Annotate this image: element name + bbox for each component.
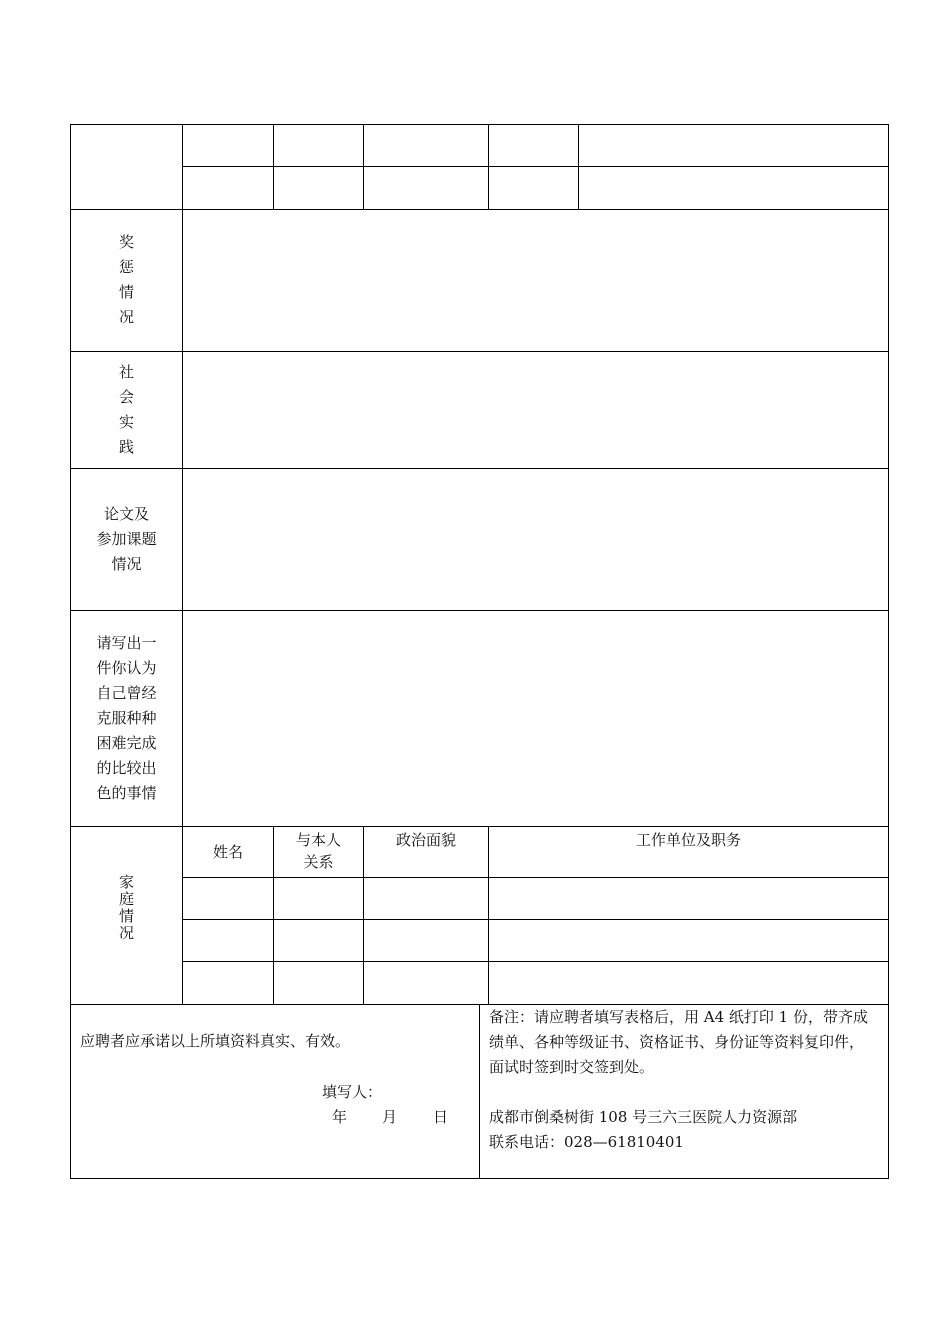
family-row-3-name[interactable] (183, 962, 273, 1004)
top-field-r2c2[interactable] (274, 167, 363, 209)
family-row-2-name[interactable] (183, 920, 273, 961)
social-practice-label: 社 会 实 践 (118, 363, 134, 456)
family-row-1-name[interactable] (183, 878, 273, 919)
top-field-r1c1[interactable] (183, 125, 273, 166)
top-field-r1c5[interactable] (579, 125, 888, 166)
family-row-2-work[interactable] (489, 920, 888, 961)
family-row-3-political[interactable] (364, 962, 488, 1004)
achievement-field[interactable] (183, 611, 888, 826)
contact-address: 成都市倒桑树街 108 号三六三医院人力资源部 (489, 1108, 798, 1126)
top-field-r1c4[interactable] (489, 125, 578, 166)
top-field-r2c5[interactable] (579, 167, 888, 209)
date-day: 日 (433, 1108, 449, 1126)
relation-line-2: 关系 (303, 853, 334, 871)
papers-label: 论文及 参加课题 情况 (96, 505, 157, 573)
remark-line-1: 备注：请应聘者填写表格后，用 A4 纸打印 1 份，带齐成 (489, 1008, 868, 1026)
family-header-political: 政治面貌 (395, 831, 456, 849)
family-row-1-work[interactable] (489, 878, 888, 919)
family-row-2-political[interactable] (364, 920, 488, 961)
commitment-statement: 应聘者应承诺以上所填资料真实、有效。 (80, 1032, 351, 1050)
remark-line-2: 绩单、各种等级证书、资格证书、身份证等资料复印件， (489, 1033, 865, 1051)
family-row-3-relation[interactable] (274, 962, 363, 1004)
row-sep-5 (70, 826, 889, 827)
awards-label: 奖 惩 情 况 (118, 233, 134, 326)
bottom-divider (479, 1004, 480, 1179)
top-field-r2c3[interactable] (364, 167, 488, 209)
achievement-label: 请写出一 件你认为 自己曾经 克服种种 困难完成 的比较出 色的事情 (96, 634, 157, 802)
contact-phone: 联系电话：028—61810401 (489, 1133, 684, 1151)
family-row-3-work[interactable] (489, 962, 888, 1004)
top-field-r2c1[interactable] (183, 167, 273, 209)
social-practice-field[interactable] (183, 352, 888, 468)
border-right (888, 124, 889, 1179)
top-field-r1c3[interactable] (364, 125, 488, 166)
top-field-r2c4[interactable] (489, 167, 578, 209)
family-label: 家 庭 情 况 (118, 873, 134, 942)
family-row-1-relation[interactable] (274, 878, 363, 919)
signer-label: 填写人： (322, 1083, 383, 1101)
date-month: 月 (382, 1108, 398, 1126)
date-year: 年 (332, 1108, 348, 1126)
family-row-2-relation[interactable] (274, 920, 363, 961)
papers-field[interactable] (183, 469, 888, 610)
top-field-r1c2[interactable] (274, 125, 363, 166)
family-header-name: 姓名 (212, 843, 243, 861)
remark-line-3: 面试时签到时交签到处。 (489, 1058, 655, 1076)
family-header-work: 工作单位及职务 (635, 831, 741, 849)
awards-field[interactable] (183, 210, 888, 351)
relation-line-1: 与本人 (295, 831, 341, 849)
family-row-1-political[interactable] (364, 878, 488, 919)
family-header-relation (274, 829, 363, 873)
